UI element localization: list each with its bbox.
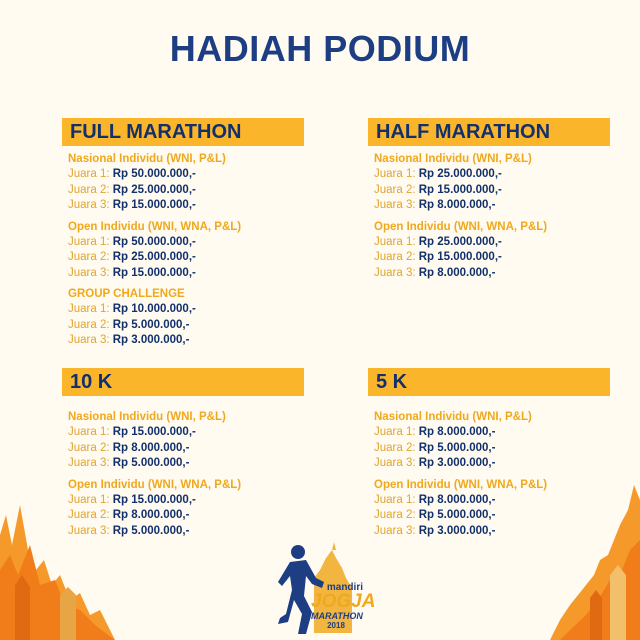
prize-group (68, 152, 304, 214)
group-title: Nasional Individu (WNI, P&L) (68, 153, 226, 165)
prize-group (374, 410, 610, 472)
prize-line: Juara 3: Rp 15.000.000,- (68, 266, 196, 279)
prize-line: Juara 1: Rp 25.000.000,- (374, 235, 502, 248)
group-title: Open Individu (WNI, WNA, P&L) (68, 220, 242, 233)
logo-brand: mandiri (326, 582, 363, 593)
section-heading: FULL MARATHON (62, 118, 304, 146)
prize-line: Juara 3: Rp 3.000.000,- (374, 524, 496, 537)
prize-group (68, 410, 304, 472)
prize-line: Juara 3: Rp 5.000.000,- (68, 457, 190, 469)
prize-group (374, 152, 610, 214)
temple-decoration-right (550, 480, 640, 640)
prize-line: Juara 1: Rp 15.000.000,- (68, 426, 196, 438)
group-title: Open Individu (WNI, WNA, P&L) (374, 478, 548, 491)
section-full-marathon (62, 118, 304, 349)
prize-line: Juara 2: Rp 15.000.000,- (374, 183, 502, 196)
prize-line: Juara 3: Rp 5.000.000,- (68, 524, 190, 537)
prize-line: Juara 3: Rp 8.000.000,- (374, 199, 496, 211)
prize-line: Juara 1: Rp 25.000.000,- (374, 168, 502, 180)
group-title: GROUP CHALLENGE (68, 288, 185, 300)
logo-wordmark (311, 583, 375, 630)
prize-line: Juara 2: Rp 25.000.000,- (68, 183, 196, 196)
prize-line: Juara 3: Rp 3.000.000,- (374, 457, 496, 469)
prize-line: Juara 1: Rp 50.000.000,- (68, 235, 196, 248)
section-heading: 5 K (368, 368, 610, 396)
prize-line: Juara 1: Rp 50.000.000,- (68, 168, 196, 180)
prize-line: Juara 3: Rp 3.000.000,- (68, 334, 190, 346)
logo-year: 2018 (327, 621, 345, 630)
prize-line: Juara 3: Rp 8.000.000,- (374, 266, 496, 279)
prize-line: Juara 2: Rp 5.000.000,- (374, 441, 496, 454)
prize-line: Juara 2: Rp 8.000.000,- (68, 509, 190, 521)
section-half-marathon (368, 118, 610, 281)
prize-line: Juara 2: Rp 15.000.000,- (374, 251, 502, 263)
prize-line: Juara 2: Rp 25.000.000,- (68, 251, 196, 263)
prize-group (68, 220, 304, 282)
prize-group (68, 287, 304, 349)
prize-group (374, 220, 610, 282)
group-title: Nasional Individu (WNI, P&L) (374, 411, 532, 423)
prize-line: Juara 2: Rp 5.000.000,- (68, 318, 190, 331)
logo-sub: MARATHON (311, 611, 363, 621)
logo-name: JOGJA (311, 591, 376, 612)
temple-decoration-left (0, 475, 115, 640)
prize-line: Juara 1: Rp 10.000.000,- (68, 303, 196, 315)
prize-line: Juara 3: Rp 15.000.000,- (68, 199, 196, 211)
section-heading: 10 K (62, 368, 304, 396)
group-title: Open Individu (WNI, WNA, P&L) (68, 478, 242, 491)
group-title: Nasional Individu (WNI, P&L) (374, 153, 532, 165)
group-title: Nasional Individu (WNI, P&L) (68, 411, 226, 423)
prize-line: Juara 1: Rp 15.000.000,- (68, 493, 196, 506)
page-title: HADIAH PODIUM (169, 28, 471, 69)
prize-line: Juara 2: Rp 5.000.000,- (374, 509, 496, 521)
prize-line: Juara 2: Rp 8.000.000,- (68, 441, 190, 454)
section-heading: HALF MARATHON (368, 118, 610, 146)
prize-line: Juara 1: Rp 8.000.000,- (374, 493, 496, 506)
prize-line: Juara 1: Rp 8.000.000,- (374, 426, 496, 438)
group-title: Open Individu (WNI, WNA, P&L) (374, 220, 548, 233)
